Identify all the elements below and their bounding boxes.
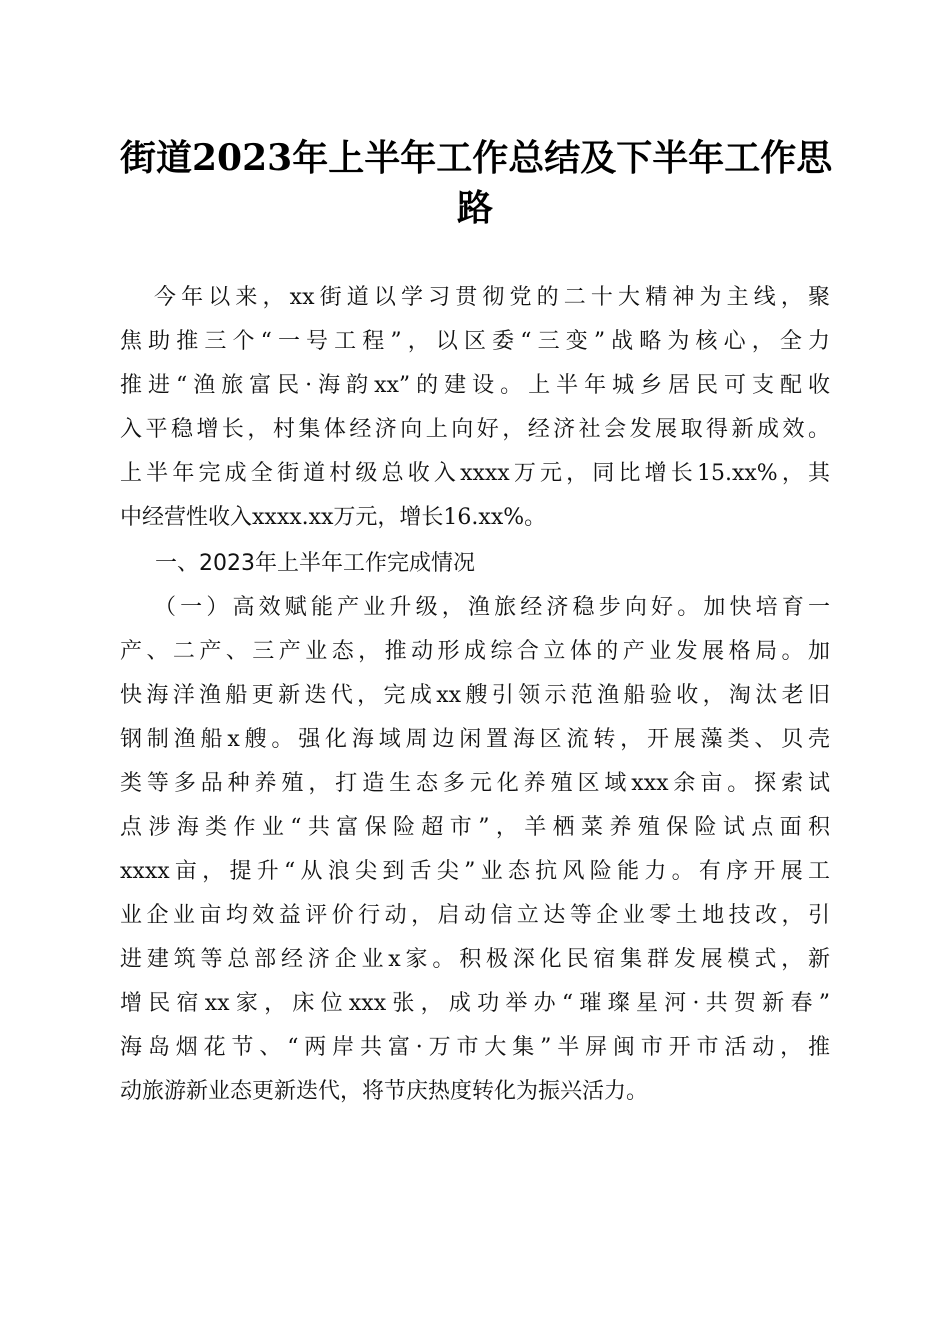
intro-paragraph bbox=[120, 276, 830, 540]
title-line-1: 街道2023年上半年工作总结及下半年工作思 bbox=[120, 137, 833, 179]
section-heading: 一、2023年上半年工作完成情况 bbox=[155, 551, 475, 576]
paragraph-line: 推进“渔旅富民·海韵xx”的建设。上半年城乡居民可支配收 bbox=[120, 373, 830, 398]
document-title bbox=[120, 133, 833, 233]
paragraph-line: xxxx亩，提升“从浪尖到舌尖”业态抗风险能力。有序开展工 bbox=[120, 859, 830, 884]
paragraph-line: 上半年完成全街道村级总收入xxxx万元，同比增长15.xx%，其 bbox=[120, 461, 830, 486]
paragraph-line: 产、二产、三产业态，推动形成综合立体的产业发展格局。加 bbox=[120, 639, 830, 664]
paragraph-line: 入平稳增长，村集体经济向上向好，经济社会发展取得新成效。 bbox=[120, 417, 830, 442]
paragraph-line: 快海洋渔船更新迭代，完成xx艘引领示范渔船验收，淘汰老旧 bbox=[120, 683, 830, 708]
section-1-paragraph bbox=[120, 586, 830, 1114]
paragraph-line: 中经营性收入xxxx.xx万元，增长16.xx%。 bbox=[120, 505, 547, 530]
paragraph-line: 业企业亩均效益评价行动，启动信立达等企业零土地技改，引 bbox=[120, 903, 830, 928]
paragraph-line: 海岛烟花节、“两岸共富·万市大集”半屏闽市开市活动，推 bbox=[120, 1035, 830, 1060]
paragraph-line: 今年以来，xx街道以学习贯彻党的二十大精神为主线，聚 bbox=[154, 285, 830, 310]
paragraph-line: 点涉海类作业“共富保险超市”，羊栖菜养殖保险试点面积 bbox=[120, 815, 830, 840]
paragraph-line: 增民宿xx家，床位xxx张，成功举办“璀璨星河·共贺新春” bbox=[120, 991, 830, 1016]
paragraph-line: 焦助推三个“一号工程”，以区委“三变”战略为核心，全力 bbox=[120, 329, 830, 354]
paragraph-line: 类等多品种养殖，打造生态多元化养殖区域xxx余亩。探索试 bbox=[120, 771, 830, 796]
paragraph-line: 进建筑等总部经济企业x家。积极深化民宿集群发展模式，新 bbox=[120, 947, 830, 972]
title-line-2: 路 bbox=[456, 187, 493, 229]
paragraph-line: 钢制渔船x艘。强化海域周边闲置海区流转，开展藻类、贝壳 bbox=[120, 727, 830, 752]
paragraph-line: 动旅游新业态更新迭代，将节庆热度转化为振兴活力。 bbox=[120, 1079, 649, 1104]
paragraph-line: （一）高效赋能产业升级，渔旅经济稳步向好。加快培育一 bbox=[154, 595, 830, 620]
